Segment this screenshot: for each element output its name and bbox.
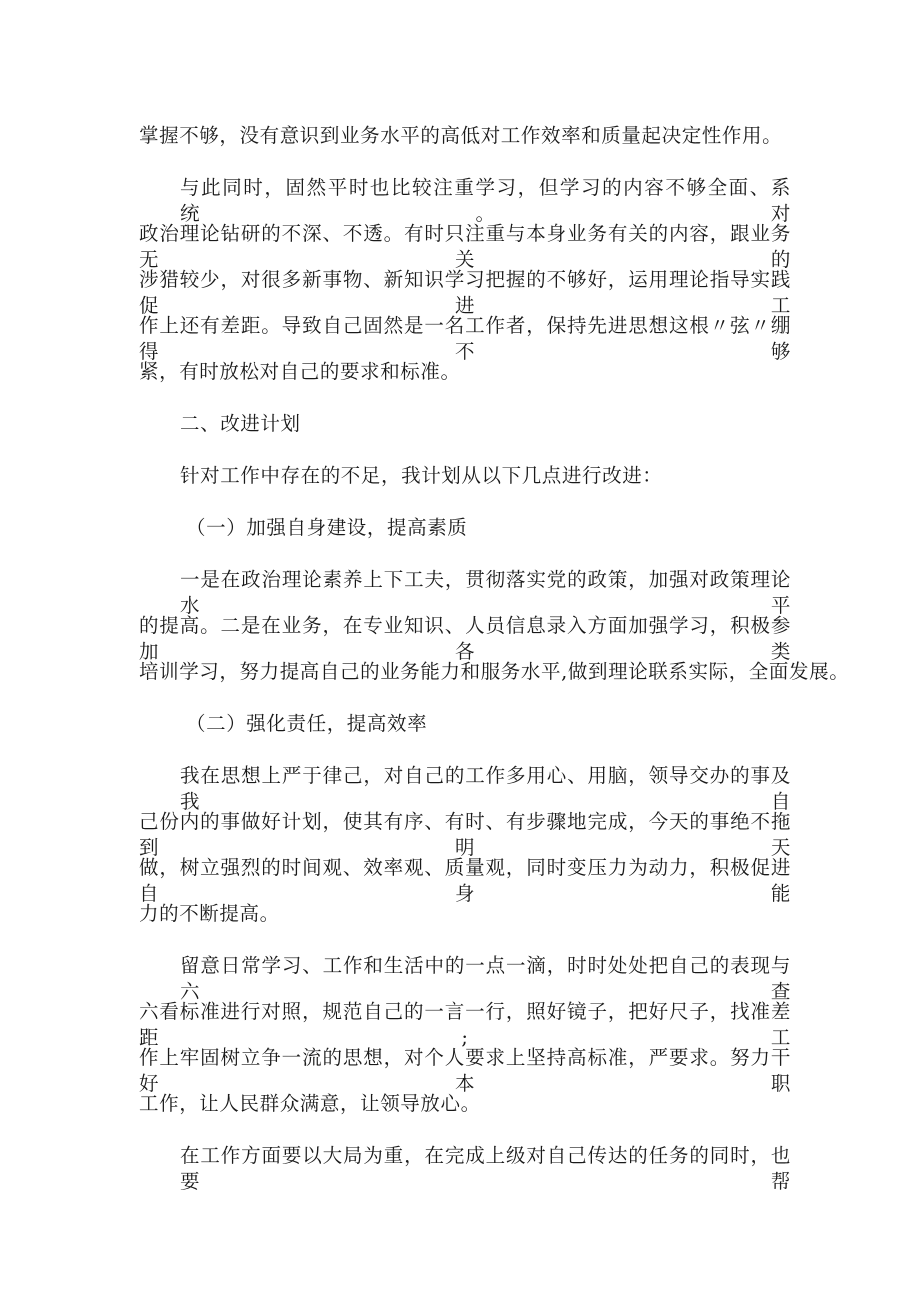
text-line: 紧，有时放松对自己的要求和标准。 <box>139 360 461 383</box>
section-heading: 二、改进计划 <box>180 412 301 435</box>
paragraph-first-line: 一是在政治理论素养上下工夫，贯彻落实党的政策，加强对政策理论水平 <box>180 568 791 617</box>
text-line: 的提高。二是在业务，在专业知识、人员信息录入方面加强学习，积极参加各类 <box>139 614 791 663</box>
subsection-heading: （二）强化责任，提高效率 <box>186 712 428 735</box>
text-line: 做，树立强烈的时间观、效率观、质量观，同时变压力为动力，积极促进自身能 <box>139 856 791 905</box>
text-line: 掌握不够，没有意识到业务水平的高低对工作效率和质量起决定性作用。 <box>139 124 783 147</box>
paragraph-first-line: 留意日常学习、工作和生活中的一点一滴，时时处处把自己的表现与六查 <box>180 954 791 1003</box>
text-line: 涉猎较少，对很多新事物、新知识学习把握的不够好，运用理论指导实践促进工 <box>139 268 791 317</box>
text-line: 政治理论钻研的不深、不透。有时只注重与本身业务有关的内容，跟业务无关的 <box>139 222 791 271</box>
text-line: 六看标准进行对照，规范自己的一言一行，照好镜子，把好尺子，找准差距;工 <box>139 1000 791 1049</box>
text-line: 培训学习，努力提高自己的业务能力和服务水平,做到理论联系实际，全面发展。 <box>139 660 850 683</box>
subsection-heading: （一）加强自身建设，提高素质 <box>186 516 468 539</box>
text-line: 作上牢固树立争一流的思想，对个人要求上坚持高标准，严要求。努力干好本职 <box>139 1046 791 1095</box>
text-line: 力的不断提高。 <box>139 902 280 925</box>
text-line: 工作，让人民群众满意，让领导放心。 <box>139 1092 481 1115</box>
paragraph-first-line: 我在思想上严于律己，对自己的工作多用心、用脑，领导交办的事及我自 <box>180 764 791 813</box>
text-line: 作上还有差距。导致自己固然是一名工作者，保持先进思想这根〃弦〃绷得不够 <box>139 314 791 363</box>
text-line: 己份内的事做好计划，使其有序、有时、有步骤地完成，今天的事绝不拖到明天 <box>139 810 791 859</box>
paragraph-first-line: 在工作方面要以大局为重，在完成上级对自己传达的任务的同时，也要帮 <box>180 1144 791 1193</box>
paragraph-first-line: 与此同时，固然平时也比较注重学习，但学习的内容不够全面、系统。对 <box>180 176 791 225</box>
paragraph-first-line: 针对工作中存在的不足，我计划从以下几点进行改进： <box>180 464 663 487</box>
